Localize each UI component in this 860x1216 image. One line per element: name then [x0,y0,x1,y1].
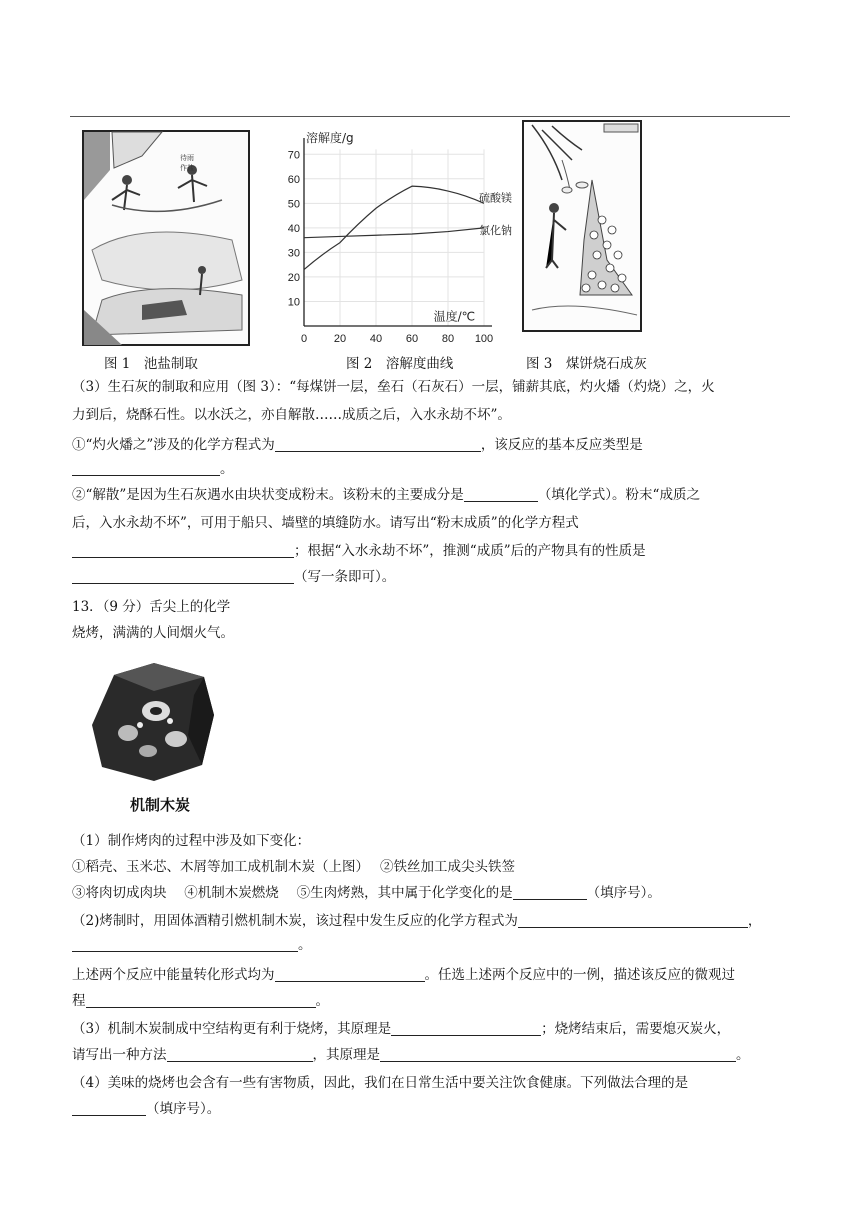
q13-s3-text-e: 。 [736,1047,750,1063]
x-tick-label: 60 [405,333,419,345]
series-label-2: 氯化钠 [479,223,512,237]
q13-s1-line1: ①稻壳、玉米芯、木屑等加工成机制木炭（上图） ②铁丝加工成尖头铁签 [72,859,516,875]
series-label-1: 硫酸镁 [479,191,512,205]
q13-s2-text-g: 。 [315,993,329,1009]
q13-s4-text-b: （填序号）。 [146,1101,221,1117]
q13-s3-method-blank[interactable] [167,1047,313,1062]
q13-s4-answer-blank[interactable] [72,1101,146,1116]
y-tick-label: 60 [287,173,300,186]
q13-s2-line2 [72,936,312,954]
q13-s4-line2 [72,1100,220,1118]
q12-3-part1-text-a: ①“灼火燔之”涉及的化学方程式为 [72,437,275,453]
q13-s4-line1: （4）美味的烧烤也会含有一些有害物质，因此，我们在日常生活中要关注饮食健康。下列做法合理的是 [72,1075,689,1091]
q13-s2-text-f: 程 [72,993,86,1009]
x-tick-label: 100 [474,333,494,345]
q13-title: 13．（9 分）舌尖上的化学 [72,599,231,615]
fig1-salt-illustration [82,130,250,346]
fig2-solubility-chart [270,124,512,350]
q12-3-part2-text-b: （填化学式）。粉末“成质之 [537,487,700,503]
y-axis-label: 溶解度/g [306,131,354,145]
q13-s2-text-c: 。 [298,937,312,953]
q13-s3-principle2-blank[interactable] [380,1047,736,1062]
svg-text:待雨: 待雨 [180,154,194,162]
q12-3-part1-text-c: 。 [220,461,234,477]
q12-3-part1-text-b: ，该反应的基本反应类型是 [480,437,643,453]
y-tick-label: 40 [287,222,300,235]
q12-3-part2-text-d: ；根据“入水永劫不坏”，推测“成质”后的产物具有的性质是 [294,543,646,559]
q12-3-part2-line2: 后，入水永劫不坏”，可用于船只、墙壁的填缝防水。请写出“粉末成质”的化学方程式 [72,515,579,531]
q13-s2-equation2-blank[interactable] [72,937,298,952]
x-tick-label: 0 [300,333,308,345]
q12-3-part2-formula-blank[interactable] [464,487,538,502]
q13-s2-text-d: 上述两个反应中能量转化形式均为 [72,967,275,983]
q13-s2-text-e: 。任选上述两个反应中的一例，描述该反应的微观过 [424,967,735,983]
q13-s3-line1 [72,1020,730,1038]
q13-s1-head: （1）制作烤肉的过程中涉及如下变化： [72,833,311,849]
charcoal-label: 机制木炭 [130,796,191,814]
q12-3-stem-line1: （3）生石灰的制取和应用（图 3）：“每煤饼一层，垒石（石灰石）一层，铺薪其底，灼火燔（灼烧）之，火 [72,379,715,395]
q13-s1-line2 [72,884,661,902]
q13-s3-text-b: ；烧烤结束后，需要熄灭炭火， [541,1021,731,1037]
q12-3-part2-text-e: （写一条即可）。 [294,569,396,585]
header-rule [70,116,790,117]
q13-s1-text-a: ③将肉切成肉块 ④机制木炭燃烧 ⑤生肉烤熟，其中属于化学变化的是 [72,885,513,901]
q13-s1-text-b: （填序号）。 [586,885,661,901]
q13-s3-line2 [72,1046,750,1064]
x-tick-label: 20 [333,333,347,345]
q12-3-part1-line [72,436,643,454]
fig3-lime-illustration [522,120,642,332]
q12-3-part2-line3 [72,542,646,560]
q12-3-part2-line4 [72,568,395,586]
y-tick-label: 50 [287,198,300,211]
q13-s2-line3 [72,966,735,984]
q12-3-part1-line2 [72,460,234,478]
q13-intro: 烧烤，满满的人间烟火气。 [72,625,234,641]
x-tick-label: 80 [441,333,455,345]
q13-s2-micro-blank[interactable] [86,993,316,1008]
q13-s3-principle1-blank[interactable] [391,1021,541,1036]
x-axis-label: 温度/℃ [433,309,476,324]
q12-3-part1-equation-blank[interactable] [275,437,481,452]
q13-s2-line4 [72,992,329,1010]
q13-s2-text-b: ， [747,913,762,929]
q12-3-part2-text-a: ②“解散”是因为生石灰遇水由块状变成粉末。该粉末的主要成分是 [72,487,464,503]
q12-3-stem-line2: 力到后，烧酥石性。以水沃之，亦自解散……成质之后，入水永劫不坏”。 [72,407,511,423]
q13-s3-text-d: ，其原理是 [312,1047,380,1063]
fig2-caption: 图 2 溶解度曲线 [346,356,454,372]
y-tick-label: 70 [287,149,300,162]
q13-s2-text-a: （2)烤制时，用固体酒精引燃机制木炭，该过程中发生反应的化学方程式为 [72,913,518,929]
y-tick-label: 20 [287,271,300,284]
q12-3-part2-line1 [72,486,700,504]
q13-s2-energy-blank[interactable] [275,967,425,982]
fig3-caption: 图 3 煤饼烧石成灰 [526,356,647,372]
q12-3-part1-type-blank[interactable] [72,461,220,476]
q13-s1-answer-blank[interactable] [513,885,587,900]
q12-3-part2-property-blank[interactable] [72,569,294,584]
y-tick-label: 10 [287,296,300,309]
q13-s2-equation1-blank[interactable] [518,913,748,928]
charcoal-illustration [84,655,224,787]
svg-text:作盐: 作盐 [180,164,194,172]
q13-s2-line1 [72,912,761,930]
q13-s3-text-a: （3）机制木炭制成中空结构更有利于烧烤，其原理是 [72,1021,392,1037]
fig1-caption: 图 1 池盐制取 [104,356,198,372]
q12-3-part2-equation-blank[interactable] [72,543,294,558]
q13-s3-text-c: 请写出一种方法 [72,1047,167,1063]
x-tick-label: 40 [369,333,383,345]
y-tick-label: 30 [287,247,300,260]
